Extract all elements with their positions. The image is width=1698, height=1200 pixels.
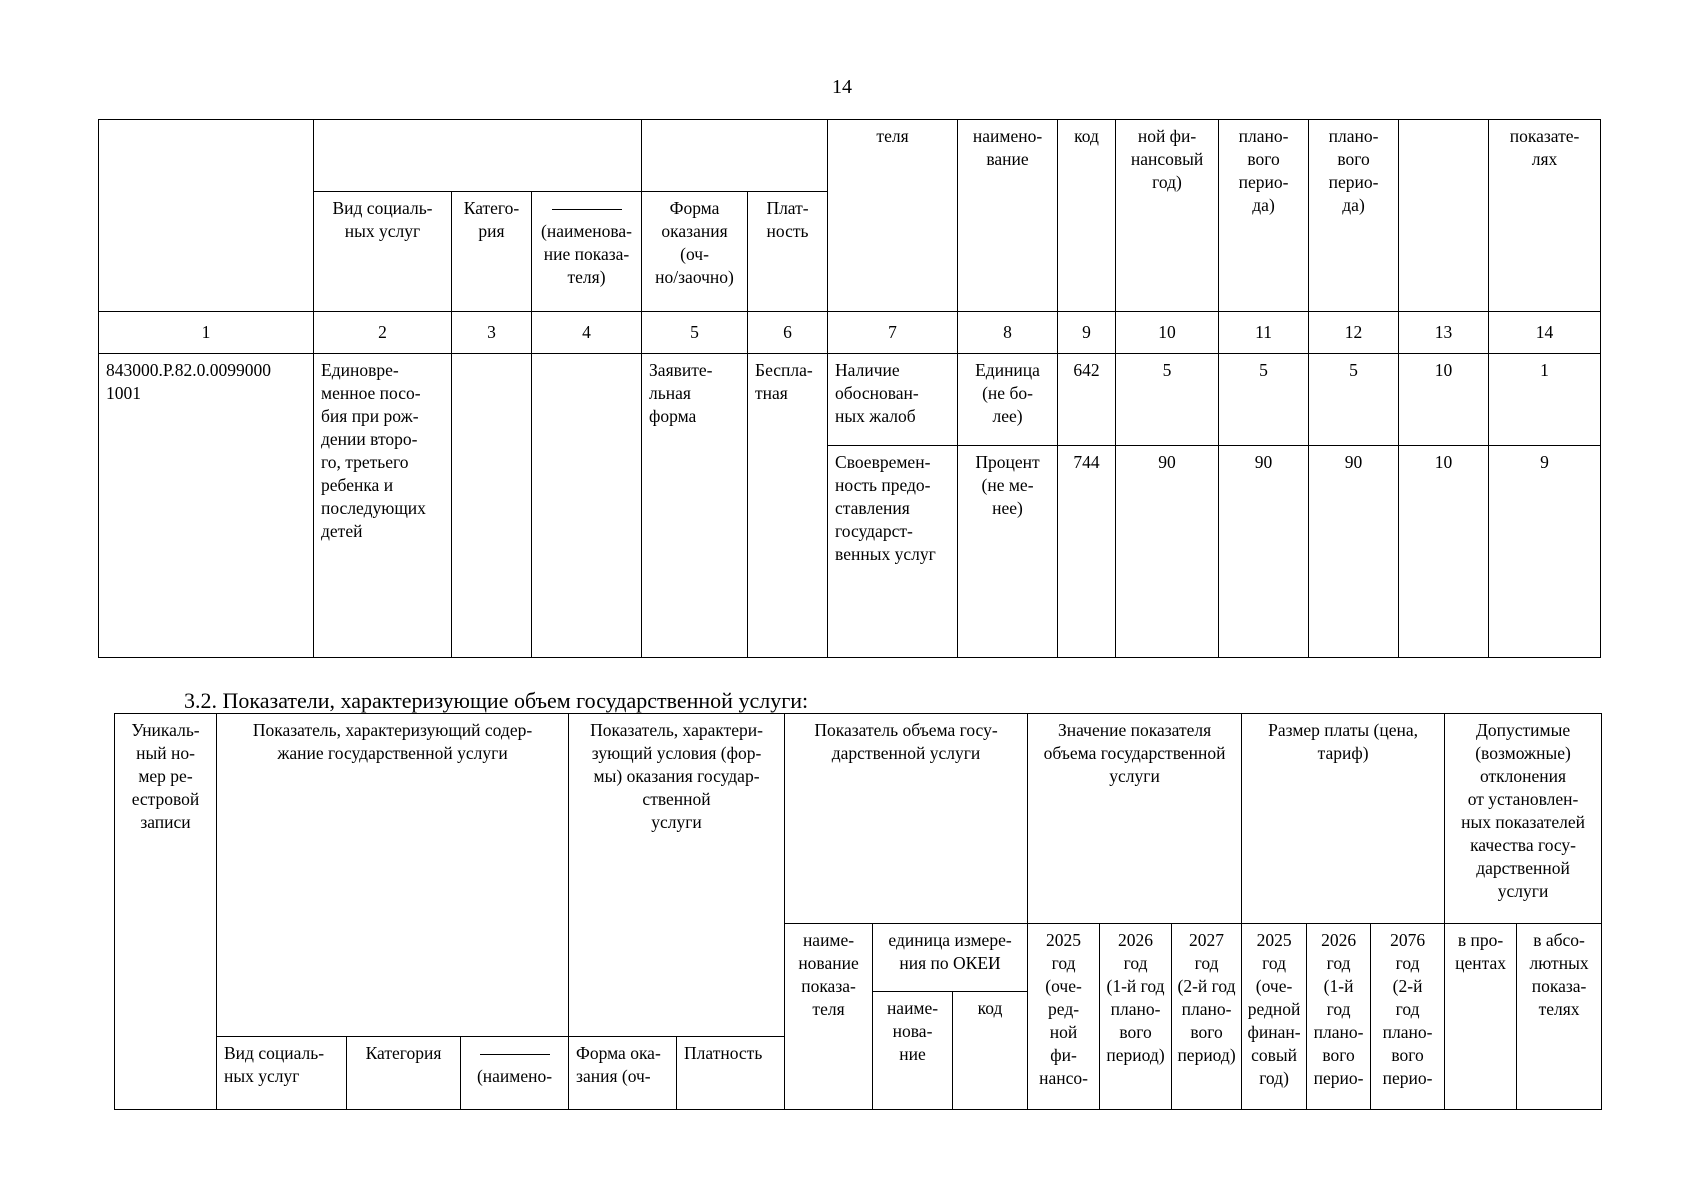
value-year-2: 5 <box>1219 354 1309 446</box>
header-payment: Платность <box>677 1037 785 1110</box>
blank-line <box>480 1050 550 1055</box>
unit-code: 642 <box>1058 354 1116 446</box>
unit-code: 744 <box>1058 446 1116 658</box>
header-conditions-blank <box>642 120 828 192</box>
col-number: 7 <box>828 312 958 354</box>
header-registry: Уникаль- ный но- мер ре- естровой записи <box>115 714 217 1110</box>
header-indicator-name: наиме- нование показа- теля <box>785 924 873 1110</box>
header-conditions: Показатель, характери- зующий условия (фор- мы) оказания государ- ственной услуги <box>569 714 785 1037</box>
value-year-3: 5 <box>1309 354 1399 446</box>
value-year-3: 90 <box>1309 446 1399 658</box>
value-year-1: 90 <box>1116 446 1219 658</box>
header-fee-2025: 2025 год (оче- редной финан- совый год) <box>1242 924 1307 1110</box>
col-number: 1 <box>99 312 314 354</box>
col-number: 6 <box>748 312 828 354</box>
header-okei-unit: единица измере- ния по ОКЕИ <box>873 924 1028 992</box>
header-fee-2076: 2076 год (2-й год плано- вого перио- <box>1371 924 1445 1110</box>
header-value-2026: 2026 год (1-й год плано- вого период) <box>1100 924 1172 1110</box>
header-year-2: плано- вого перио- да) <box>1219 120 1309 312</box>
deviation-absolute: 9 <box>1489 446 1601 658</box>
header-deviation-percent: в про- центах <box>1445 924 1517 1110</box>
value-year-2: 90 <box>1219 446 1309 658</box>
header-form: Форма ока- зания (оч- <box>569 1037 677 1110</box>
header-volume: Показатель объема госу- дарственной услуги <box>785 714 1028 924</box>
col-number: 9 <box>1058 312 1116 354</box>
header-unit-name: наиме- нова- ние <box>873 992 953 1110</box>
section-heading: 3.2. Показатели, характеризующие объем государственной услуги: <box>184 688 809 713</box>
indicator-name: Наличие обоснован- ных жалоб <box>828 354 958 446</box>
unit-name: Единица (не бо- лее) <box>958 354 1058 446</box>
deviation-percent: 10 <box>1399 354 1489 446</box>
header-blank-indicator <box>461 1037 569 1110</box>
header-indicator-name-sub: (наименова- ние показа- теля) <box>541 221 632 287</box>
payment-type: Беспла- тная <box>748 354 828 658</box>
header-deviation-absolute: в абсо- лютных показа- телях <box>1517 924 1602 1110</box>
header-value-2025: 2025 год (оче- ред- ной фи- нансо- <box>1028 924 1100 1110</box>
header-category: Катего- рия <box>452 192 532 312</box>
col-number: 14 <box>1489 312 1601 354</box>
header-blank-indicator <box>532 192 642 312</box>
header-indicator-name: теля <box>828 120 958 312</box>
col-number: 2 <box>314 312 452 354</box>
header-percent <box>1399 120 1489 312</box>
header-year-1: ной фи- нансовый год) <box>1116 120 1219 312</box>
header-unit-name: наимено- вание <box>958 120 1058 312</box>
header-service-type: Вид социаль- ных услуг <box>314 192 452 312</box>
header-year-3: плано- вого перио- да) <box>1309 120 1399 312</box>
col-number: 11 <box>1219 312 1309 354</box>
header-content-blank <box>314 120 642 192</box>
quality-indicators-table <box>98 119 1601 658</box>
header-content: Показатель, характеризующий содер- жание государственной услуги <box>217 714 569 1037</box>
header-deviation: Допустимые (возможные) отклонения от установлен- ных показателей качества госу- дарственной услуги <box>1445 714 1602 924</box>
header-service-type: Вид социаль- ных услуг <box>217 1037 347 1110</box>
service-form: Заявите- льная форма <box>642 354 748 658</box>
header-indicator-name-sub: (наимено- <box>476 1066 553 1086</box>
indicator-name: Своевремен- ность предо- ставления государст- венных услуг <box>828 446 958 658</box>
col-number: 5 <box>642 312 748 354</box>
col-number: 12 <box>1309 312 1399 354</box>
header-unit-code: код <box>953 992 1028 1110</box>
registry-number: 843000.Р.82.0.0099000 1001 <box>99 354 314 658</box>
col-number: 8 <box>958 312 1058 354</box>
volume-indicators-table <box>114 713 1602 1110</box>
deviation-absolute: 1 <box>1489 354 1601 446</box>
header-value: Значение показателя объема государственной услуги <box>1028 714 1242 924</box>
category-cell <box>452 354 532 658</box>
col-number: 10 <box>1116 312 1219 354</box>
header-category: Категория <box>347 1037 461 1110</box>
header-value-2027: 2027 год (2-й год плано- вого период) <box>1172 924 1242 1110</box>
header-form: Форма оказания (оч- но/заочно) <box>642 192 748 312</box>
header-registry-blank <box>99 120 314 312</box>
header-fee: Размер платы (цена, тариф) <box>1242 714 1445 924</box>
unit-name: Процент (не ме- нее) <box>958 446 1058 658</box>
service-type: Единовре- менное посо- бия при рож- дении второ- го, третьего ребенка и последующих детей <box>314 354 452 658</box>
page-number: 14 <box>832 76 852 98</box>
header-payment: Плат- ность <box>748 192 828 312</box>
header-absolute: показате- лях <box>1489 120 1601 312</box>
header-unit-code: код <box>1058 120 1116 312</box>
header-fee-2026: 2026 год (1-й год плано- вого перио- <box>1307 924 1371 1110</box>
col-number: 3 <box>452 312 532 354</box>
col-number: 13 <box>1399 312 1489 354</box>
value-year-1: 5 <box>1116 354 1219 446</box>
indicator-blank-cell <box>532 354 642 658</box>
blank-line <box>552 205 622 210</box>
col-number: 4 <box>532 312 642 354</box>
deviation-percent: 10 <box>1399 446 1489 658</box>
